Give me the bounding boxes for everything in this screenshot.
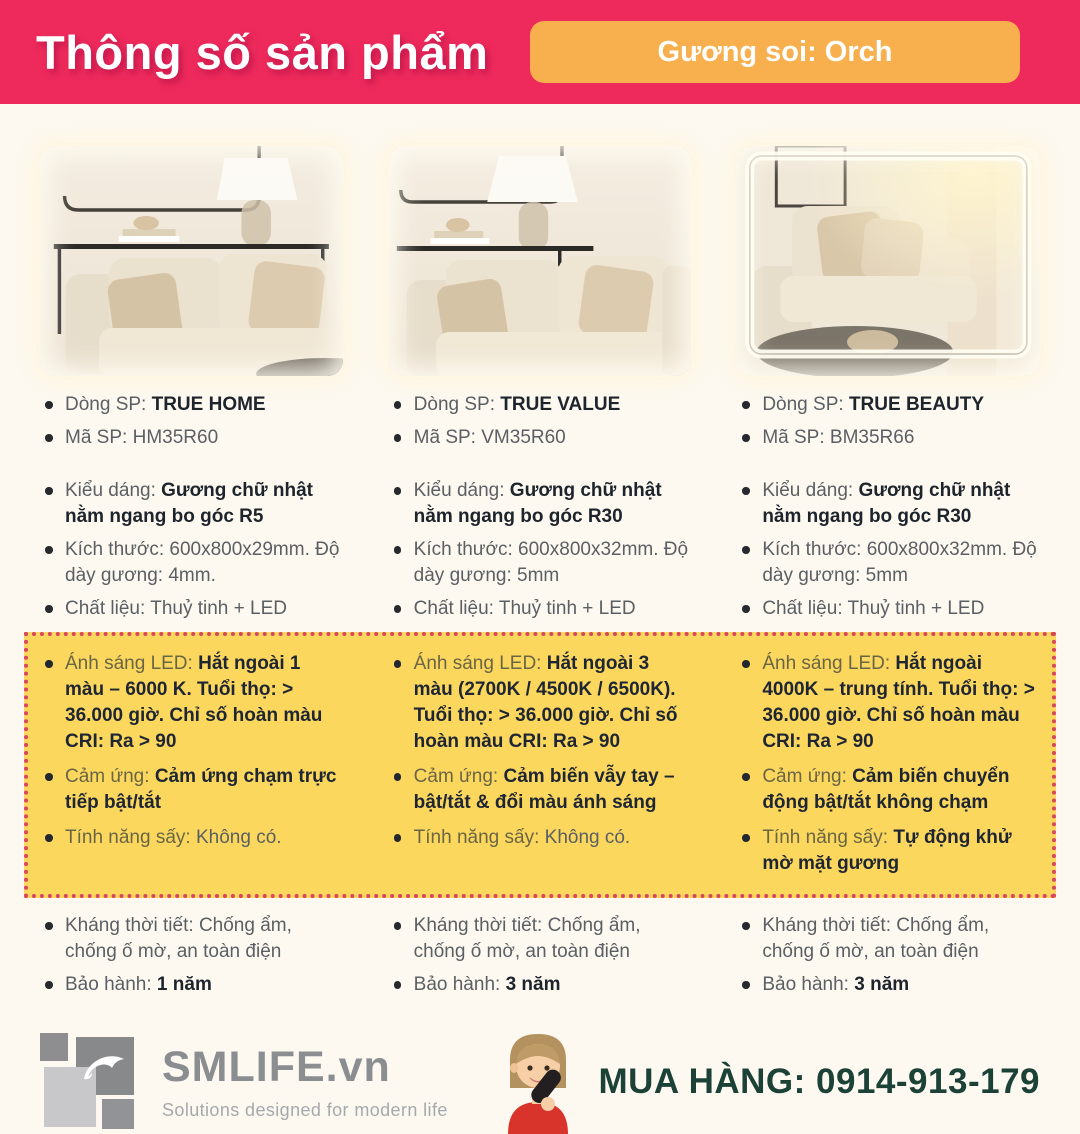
livingroom-scene-icon xyxy=(40,146,343,376)
product-badge: Gương soi: Orch xyxy=(530,21,1020,83)
spec-list-warranty-true-home xyxy=(40,913,343,998)
spec-kieu-dang: Kiểu dáng: Gương chữ nhật nằm ngang bo góc R30 xyxy=(389,478,692,530)
spec-chat-lieu: Chất liệu: Thuỷ tinh + LED xyxy=(389,596,692,622)
led-mirror-scene-icon xyxy=(737,146,1040,376)
spec-chat-lieu: Chất liệu: Thuỷ tinh + LED xyxy=(40,596,343,622)
buy-contact xyxy=(490,1030,1040,1134)
spec-khang-thoi-tiet: Kháng thời tiết: Chống ẩm, chống ố mờ, an toàn điện xyxy=(389,913,692,965)
spec-list-identity xyxy=(389,392,692,451)
spec-cam-ung: Cảm ứng: Cảm biến vẫy tay – bật/tắt & đổi màu ánh sáng xyxy=(389,764,692,816)
spec-list-led-true-beauty xyxy=(737,651,1040,877)
livingroom-scene-icon xyxy=(389,146,692,376)
spec-ma-sp: Mã SP: BM35R66 xyxy=(737,425,1040,451)
spec-list-identity xyxy=(40,392,343,451)
footer xyxy=(40,1030,1040,1134)
page-title: Thông số sản phẩm xyxy=(36,25,489,79)
spec-list-led-true-value xyxy=(389,651,692,877)
spec-section-bottom xyxy=(40,913,1040,998)
spec-tinh-nang-say: Tính năng sấy: Không có. xyxy=(40,825,343,851)
spec-list-build xyxy=(737,478,1040,622)
product-photo-true-home xyxy=(40,146,343,376)
header xyxy=(0,0,1080,104)
spec-kich-thuoc: Kích thước: 600x800x32mm. Độ dày gương: 5mm xyxy=(737,537,1040,589)
spec-tinh-nang-say: Tính năng sấy: Tự động khử mờ mặt gương xyxy=(737,825,1040,877)
spec-cam-ung: Cảm ứng: Cảm biến chuyển động bật/tắt không chạm xyxy=(737,764,1040,816)
product-photo-true-beauty xyxy=(737,146,1040,376)
spec-list-build xyxy=(389,478,692,622)
spec-cam-ung: Cảm ứng: Cảm ứng chạm trực tiếp bật/tắt xyxy=(40,764,343,816)
highlight-led-specs xyxy=(24,632,1056,898)
spec-list-warranty-true-value xyxy=(389,913,692,998)
spec-tinh-nang-say: Tính năng sấy: Không có. xyxy=(389,825,692,851)
spec-kieu-dang: Kiểu dáng: Gương chữ nhật nằm ngang bo góc R30 xyxy=(737,478,1040,530)
product-photo-true-value xyxy=(389,146,692,376)
spec-anh-sang-led: Ánh sáng LED: Hắt ngoài 1 màu – 6000 K. Tuổi thọ: > 36.000 giờ. Chỉ số hoàn màu CRI: Ra > 90 xyxy=(40,651,343,755)
spec-anh-sang-led: Ánh sáng LED: Hắt ngoài 4000K – trung tính. Tuổi thọ: > 36.000 giờ. Chỉ số hoàn màu CRI: Ra > 90 xyxy=(737,651,1040,755)
spec-bao-hanh: Bảo hành: 3 năm xyxy=(737,972,1040,998)
call-agent-icon xyxy=(490,1030,586,1134)
logo-tagline: Solutions designed for modern life xyxy=(162,1100,448,1120)
spec-kieu-dang: Kiểu dáng: Gương chữ nhật nằm ngang bo góc R5 xyxy=(40,478,343,530)
spec-dong-sp: Dòng SP: TRUE HOME xyxy=(40,392,343,418)
highlight-grid xyxy=(40,651,1040,877)
smlife-logo xyxy=(40,1033,448,1131)
spec-list-warranty-true-beauty xyxy=(737,913,1040,998)
spec-chat-lieu: Chất liệu: Thuỷ tinh + LED xyxy=(737,596,1040,622)
spec-column-true-home xyxy=(40,392,343,622)
spec-section-top xyxy=(40,392,1040,622)
logo-name: SMLIFE.vn xyxy=(162,1043,391,1091)
spec-column-true-value xyxy=(389,392,692,622)
spec-ma-sp: Mã SP: HM35R60 xyxy=(40,425,343,451)
spec-kich-thuoc: Kích thước: 600x800x29mm. Độ dày gương: 4mm. xyxy=(40,537,343,589)
spec-kich-thuoc: Kích thước: 600x800x32mm. Độ dày gương: 5mm xyxy=(389,537,692,589)
spec-bao-hanh: Bảo hành: 1 năm xyxy=(40,972,343,998)
spec-list-identity xyxy=(737,392,1040,451)
spec-list-build xyxy=(40,478,343,622)
spec-ma-sp: Mã SP: VM35R60 xyxy=(389,425,692,451)
spec-column-true-beauty xyxy=(737,392,1040,622)
spec-khang-thoi-tiet: Kháng thời tiết: Chống ẩm, chống ố mờ, an toàn điện xyxy=(40,913,343,965)
spec-list-led-true-home xyxy=(40,651,343,877)
spec-anh-sang-led: Ánh sáng LED: Hắt ngoài 3 màu (2700K / 4500K / 6500K). Tuổi thọ: > 36.000 giờ. Chỉ số hoàn màu CRI: Ra > 90 xyxy=(389,651,692,755)
photo-row xyxy=(40,146,1040,376)
spec-bao-hanh: Bảo hành: 3 năm xyxy=(389,972,692,998)
phone-number: MUA HÀNG: 0914-913-179 xyxy=(598,1062,1040,1101)
spec-dong-sp: Dòng SP: TRUE VALUE xyxy=(389,392,692,418)
logo-text-block xyxy=(162,1043,448,1121)
spec-khang-thoi-tiet: Kháng thời tiết: Chống ẩm, chống ố mờ, an toàn điện xyxy=(737,913,1040,965)
smlife-logo-mark-icon xyxy=(40,1033,144,1131)
spec-dong-sp: Dòng SP: TRUE BEAUTY xyxy=(737,392,1040,418)
